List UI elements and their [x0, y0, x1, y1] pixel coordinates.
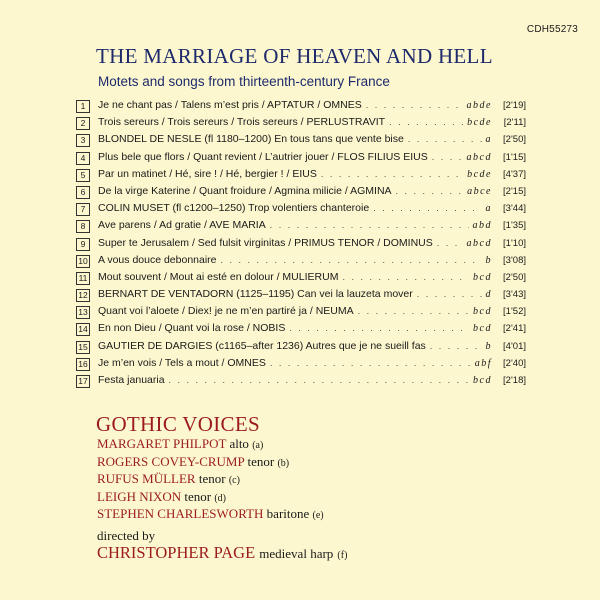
- director-letter: (f): [337, 550, 348, 561]
- performer-letter: (c): [228, 475, 240, 487]
- track-duration: [2'19]: [503, 100, 526, 111]
- track-row: [76, 340, 526, 357]
- performer-line: [97, 471, 324, 489]
- dot-leader: [432, 152, 463, 162]
- track-row: [76, 151, 526, 168]
- track-duration: [2'40]: [503, 357, 526, 369]
- track-row: [76, 271, 526, 288]
- track-voices: abf: [474, 357, 492, 369]
- track-title: COLIN MUSET (fl c1200–1250) Trop volentiers chanteroie: [98, 202, 370, 215]
- dot-leader: [358, 306, 469, 316]
- dot-leader: [321, 169, 463, 179]
- performer-role: tenor: [198, 471, 226, 487]
- performer-role: tenor: [184, 488, 212, 504]
- dot-leader: [289, 323, 469, 333]
- track-title: Je ne chant pas / Talens m’est pris / APTATUR / OMNES: [98, 99, 362, 111]
- performer-list: [97, 436, 324, 524]
- track-number: 8: [76, 220, 90, 233]
- track-number: 4: [76, 152, 90, 165]
- track-voices: a: [485, 203, 492, 215]
- track-number: 6: [76, 186, 90, 199]
- dot-leader: [437, 238, 463, 248]
- dot-leader: [342, 272, 469, 282]
- track-duration: [1'35]: [503, 220, 526, 232]
- track-duration: [1'15]: [503, 151, 526, 163]
- track-voices: abde: [466, 100, 492, 111]
- track-number: 7: [76, 203, 90, 216]
- album-title: THE MARRIAGE OF HEAVEN AND HELL: [96, 44, 493, 68]
- dot-leader: [221, 255, 482, 265]
- dot-leader: [396, 186, 464, 196]
- performer-name: RUFUS MÜLLER: [97, 471, 196, 487]
- performer-line: [97, 506, 324, 524]
- track-voices: abcd: [466, 237, 492, 249]
- track-title: Plus bele que flors / Quant revient / L’autrier jouer / FLOS FILIUS EIUS: [98, 150, 428, 163]
- track-number: 12: [76, 289, 90, 302]
- track-row: [76, 305, 526, 322]
- performer-name: STEPHEN CHARLESWORTH: [97, 506, 264, 522]
- track-row: [76, 322, 526, 339]
- track-number: 5: [76, 169, 90, 182]
- track-voices: abcd: [466, 151, 492, 163]
- track-voices: b: [485, 254, 492, 266]
- track-title: Je m’en vois / Tels a mout / OMNES: [98, 356, 266, 369]
- director-name: CHRISTOPHER PAGE: [97, 543, 256, 562]
- track-row: [76, 219, 526, 236]
- track-number: 13: [76, 306, 90, 319]
- track-voices: bcd: [473, 271, 492, 283]
- track-row: [76, 99, 526, 116]
- dot-leader: [270, 358, 471, 368]
- track-number: 16: [76, 358, 90, 371]
- dot-leader: [373, 203, 481, 213]
- ensemble-name: GOTHIC VOICES: [96, 412, 260, 436]
- track-number: 1: [76, 100, 90, 113]
- track-row: [76, 254, 526, 271]
- performer-letter: (a): [252, 440, 264, 451]
- track-duration: [1'10]: [503, 237, 526, 249]
- director-credit: [97, 543, 347, 563]
- track-duration: [3'08]: [503, 254, 526, 266]
- track-row: [76, 374, 526, 391]
- dot-leader: [389, 117, 463, 127]
- track-voices: d: [485, 289, 492, 301]
- track-duration: [1'52]: [503, 306, 526, 318]
- album-subtitle: Motets and songs from thirteenth-century France: [98, 74, 390, 89]
- performer-line: [97, 436, 324, 454]
- dot-leader: [169, 375, 470, 385]
- performer-letter: (d): [214, 492, 227, 504]
- dot-leader: [408, 134, 482, 144]
- track-row: [76, 133, 526, 150]
- performer-line: [97, 489, 324, 507]
- track-number: 17: [76, 375, 90, 388]
- dot-leader: [417, 289, 482, 299]
- track-title: De la virge Katerine / Quant froidure / Agmina milicie / AGMINA: [98, 184, 392, 197]
- track-duration: [2'11]: [503, 117, 526, 129]
- track-duration: [2'15]: [503, 185, 526, 197]
- performer-role: baritone: [266, 506, 310, 522]
- track-list: [76, 99, 526, 391]
- track-duration: [3'44]: [503, 203, 526, 215]
- track-number: 11: [76, 272, 90, 285]
- track-voices: abce: [467, 185, 492, 197]
- performer-name: MARGARET PHILPOT: [97, 436, 227, 451]
- track-duration: [4'01]: [503, 340, 526, 352]
- track-row: [76, 185, 526, 202]
- track-duration: [2'41]: [503, 323, 526, 335]
- track-duration: [3'43]: [503, 289, 526, 301]
- track-voices: abd: [472, 220, 492, 232]
- track-title: En non Dieu / Quant voi la rose / NOBIS: [98, 322, 286, 335]
- track-voices: bcde: [467, 117, 492, 129]
- track-row: [76, 237, 526, 254]
- track-title: GAUTIER DE DARGIES (c1165–after 1236) Autres que je ne sueill fas: [98, 339, 426, 352]
- director-role: medieval harp: [259, 546, 334, 561]
- track-voices: bcde: [467, 168, 492, 180]
- track-title: Par un matinet / Hé, sire ! / Hé, bergier ! / EIUS: [98, 167, 317, 180]
- performer-role: tenor: [247, 453, 275, 469]
- track-title: Ave parens / Ad gratie / AVE MARIA: [98, 219, 266, 232]
- track-title: Super te Jerusalem / Sed fulsit virginitas / PRIMUS TENOR / DOMINUS: [98, 236, 433, 249]
- track-title: Mout souvent / Mout ai esté en dolour / MULIERUM: [98, 270, 339, 283]
- track-title: BLONDEL DE NESLE (fl 1180–1200) En tous tans que vente bise: [98, 133, 404, 146]
- dot-leader: [366, 100, 463, 110]
- track-number: 9: [76, 238, 90, 251]
- performer-name: LEIGH NIXON: [97, 488, 182, 504]
- track-title: A vous douce debonnaire: [98, 253, 217, 266]
- dot-leader: [430, 341, 482, 351]
- performer-letter: (e): [312, 510, 324, 522]
- performer-name: ROGERS COVEY-CRUMP: [97, 453, 245, 469]
- track-number: 14: [76, 323, 90, 336]
- track-voices: bcd: [473, 375, 492, 386]
- dot-leader: [270, 220, 469, 230]
- track-title: Trois sereurs / Trois sereurs / Trois sereurs / PERLUSTRAVIT: [98, 116, 386, 129]
- track-number: 2: [76, 117, 90, 130]
- track-row: [76, 116, 526, 133]
- track-duration: [4'37]: [503, 168, 526, 180]
- catalog-number: CDH55273: [526, 24, 578, 35]
- performer-letter: (b): [277, 457, 290, 469]
- track-row: [76, 288, 526, 305]
- track-voices: a: [485, 134, 492, 146]
- track-number: 3: [76, 134, 90, 147]
- track-number: 15: [76, 341, 90, 354]
- track-duration: [2'18]: [503, 375, 526, 386]
- track-voices: bcd: [473, 323, 492, 335]
- performer-line: [97, 454, 324, 472]
- track-row: [76, 202, 526, 219]
- directed-by-label: directed by: [97, 528, 156, 543]
- performer-role: alto: [229, 436, 249, 451]
- track-title: Quant voi l’aloete / Diex! je ne m’en partiré ja / NEUMA: [98, 305, 354, 318]
- track-title: Festa januaria: [98, 374, 165, 386]
- track-title: BERNART DE VENTADORN (1125–1195) Can vei la lauzeta mover: [98, 288, 413, 301]
- track-duration: [2'50]: [503, 271, 526, 283]
- track-row: [76, 168, 526, 185]
- track-row: [76, 357, 526, 374]
- track-duration: [2'50]: [503, 134, 526, 146]
- track-voices: b: [485, 340, 492, 352]
- track-number: 10: [76, 255, 90, 268]
- track-voices: bcd: [473, 306, 492, 318]
